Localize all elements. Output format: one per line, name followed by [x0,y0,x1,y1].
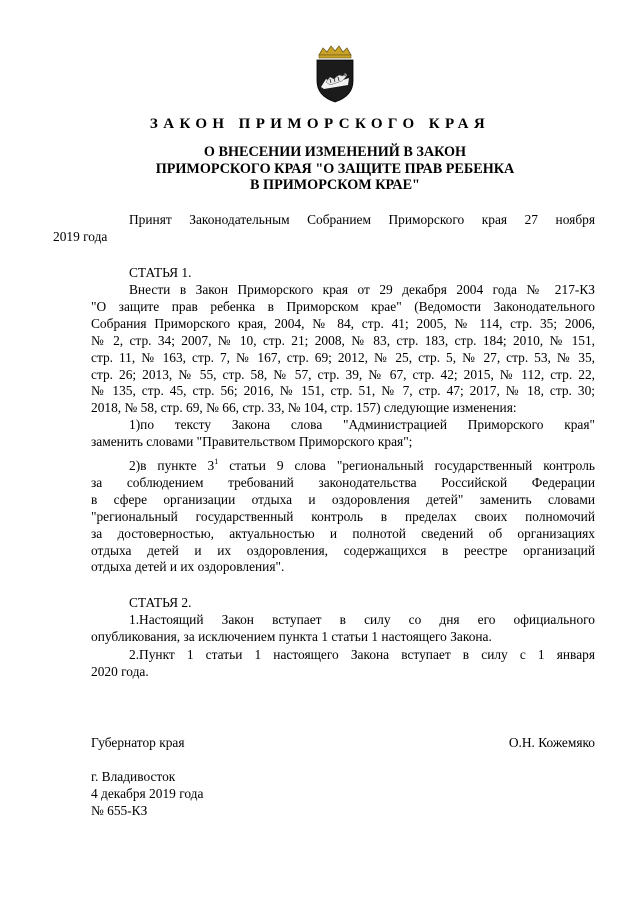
article-2-item-1 [91,612,595,646]
article-1-item-1-line: заменить словами "Правительством Приморского края"; [91,433,413,449]
adoption-line-1: Принят Законодательным Собранием Приморского края 27 ноября [129,212,595,227]
article-1-item-2-line: отдыха детей и их оздоровления". [91,559,285,575]
article-2-heading: СТАТЬЯ 2. [129,595,192,610]
item-2-prefix: 2)в пункте 3 [129,458,215,473]
article-1-intro-line: "О защите прав ребенка в Приморском крае" (Ведомости Законодательного [91,298,595,314]
article-1-item-2 [91,458,595,576]
law-header: ЗАКОН ПРИМОРСКОГО КРАЯ [149,116,491,132]
article-1-intro-line: стр. 11, № 163, стр. 7, № 167, стр. 69; 2012, № 25, стр. 5, № 27, стр. 53, № 35, [91,349,595,365]
article-1-intro-line: № 2, стр. 34; 2007, № 10, стр. 21; 2008, № 83, стр. 183, стр. 184; 2010, № 151, [91,332,595,348]
article-1-item-2-line: за соблюдением требований законодательства Российской Федерации [91,474,595,490]
article-1-item-2-first-line [91,458,595,475]
law-subject-line-3: В ПРИМОРСКОМ КРАЕ" [250,177,420,193]
article-2-item-1-line: опубликования, за исключением пункта 1 статьи 1 настоящего Закона. [91,628,492,644]
item-2-first-line-rest: статьи 9 слова "региональный государственный контроль [218,458,595,473]
coat-of-arms-icon [314,45,356,103]
article-1-item-2-line: в сфере организации отдыха и оздоровления детей" заменить словами [91,491,595,507]
article-1-intro-line: № 135, стр. 45, стр. 56; 2016, № 151, стр. 51, № 7, стр. 47; 2017, № 18, стр. 30; [91,383,595,399]
article-1-intro-line: стр. 26; 2013, № 55, стр. 58, № 57, стр. 39, № 67, стр. 42; 2015, № 112, стр. 22, [91,366,595,382]
article-1-intro-line: Собрания Приморского края, 2004, № 84, стр. 41; 2005, № 114, стр. 35; 2006, [91,315,595,331]
article-1-intro-line: 2018, № 58, стр. 69, № 66, стр. 33, № 104, стр. 157) следующие изменения: [91,400,517,416]
document-footer [91,769,203,820]
article-1-intro-line: Внести в Закон Приморского края от 29 декабря 2004 года № 217-КЗ [129,282,595,297]
city: г. Владивосток [91,769,176,784]
law-subject-line-1: О ВНЕСЕНИИ ИЗМЕНЕНИЙ В ЗАКОН [203,144,467,160]
signatory-position: Губернатор края [91,735,185,750]
article-2-item-2 [91,647,595,681]
article-2-item-2-line: 2020 года. [91,663,149,679]
article-1-heading: СТАТЬЯ 1. [129,265,192,280]
article-1-item-1 [91,417,595,451]
article-2-item-1-line: 1.Настоящий Закон вступает в силу со дня его официального [129,612,595,627]
law-subject [120,144,550,194]
signing-date: 4 декабря 2019 года [91,785,204,801]
article-2-item-2-line: 2.Пункт 1 статьи 1 настоящего Закона вступает в силу с 1 января [129,647,595,662]
article-1-item-2-line: за достоверностью, актуальностью и полнотой сведений об организациях [91,525,595,541]
article-1-intro [91,282,595,417]
law-number: № 655-КЗ [91,802,148,818]
article-1-item-2-line: отдыха детей и их оздоровления, содержащихся в реестре организаций [91,542,595,558]
signatory-name: О.Н. Кожемяко [508,735,595,750]
article-1-item-1-line: 1)по тексту Закона слова "Администрацией Приморского края" [129,417,595,432]
article-1-item-2-line: "региональный государственный контроль в пределах своих полномочий [91,508,595,524]
item-2-superscript: 1 [214,457,219,466]
adoption-statement [53,212,595,246]
adoption-line-2: 2019 года [53,228,108,244]
law-subject-line-2: ПРИМОРСКОГО КРАЯ "О ЗАЩИТЕ ПРАВ РЕБЕНКА [155,160,515,177]
